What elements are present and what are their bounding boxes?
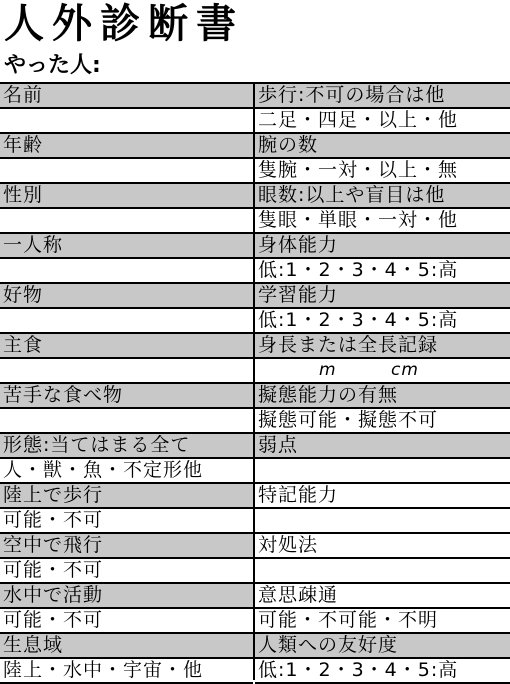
author-label: やった人: [4,53,101,78]
document-title: 人外診断書 [4,1,244,47]
left-field-label: 空中で飛行 [0,534,253,559]
right-field-value: 隻腕・一対・以上・無 [255,159,510,184]
right-blank-field[interactable] [255,509,510,534]
diagnosis-form [0,82,510,680]
unit-meters: m [319,360,337,380]
right-field-label: 眼数:以上や盲目は他 [255,184,510,209]
right-field-value: 対処法 [255,534,510,559]
left-blank-field[interactable] [0,409,253,434]
right-field-label: 弱点 [255,434,510,459]
left-field-label: 主食 [0,334,253,359]
left-field-label: 名前 [0,84,253,109]
left-field-value: 人・獣・魚・不定形他 [0,459,253,484]
left-blank-field[interactable] [0,359,253,384]
right-blank-field[interactable] [255,559,510,584]
right-field-value: 低:1・2・3・4・5:高 [255,259,510,284]
right-field-label: 学習能力 [255,284,510,309]
left-column [0,84,255,680]
left-field-label: 陸上で歩行 [0,484,253,509]
right-field-label: 人類への友好度 [255,634,510,659]
left-field-value: 可能・不可 [0,609,253,634]
right-field-value: 隻眼・単眼・一対・他 [255,209,510,234]
right-field-label: 身長または全長記録 [255,334,510,359]
right-column [255,84,510,680]
right-field-value: 二足・四足・以上・他 [255,109,510,134]
right-field-label: 腕の数 [255,134,510,159]
left-field-label: 形態:当てはまる全て [0,434,253,459]
right-field-value: 意思疎通 [255,584,510,609]
left-blank-field[interactable] [0,109,253,134]
right-field-label: 身体能力 [255,234,510,259]
left-field-value: 陸上・水中・宇宙・他 [0,659,253,684]
right-field-value: 可能・不可能・不明 [255,609,510,634]
left-field-label: 年齢 [0,134,253,159]
right-field-value: 擬態可能・擬態不可 [255,409,510,434]
right-field-label: 歩行:不可の場合は他 [255,84,510,109]
left-field-value: 可能・不可 [0,559,253,584]
left-field-label: 生息域 [0,634,253,659]
left-field-label: 苦手な食べ物 [0,384,253,409]
left-field-value: 可能・不可 [0,509,253,534]
left-blank-field[interactable] [0,159,253,184]
right-field-value: 特記能力 [255,484,510,509]
left-field-label: 性別 [0,184,253,209]
left-field-label: 一人称 [0,234,253,259]
right-blank-field[interactable] [255,459,510,484]
left-blank-field[interactable] [0,209,253,234]
left-blank-field[interactable] [0,309,253,334]
left-blank-field[interactable] [0,259,253,284]
right-field-label: 擬態能力の有無 [255,384,510,409]
left-field-label: 好物 [0,284,253,309]
left-field-label: 水中で活動 [0,584,253,609]
right-field-value: 低:1・2・3・4・5:高 [255,659,510,684]
right-field-value: 低:1・2・3・4・5:高 [255,309,510,334]
right-field-value [255,359,510,384]
unit-centimeters: cm [391,360,419,380]
